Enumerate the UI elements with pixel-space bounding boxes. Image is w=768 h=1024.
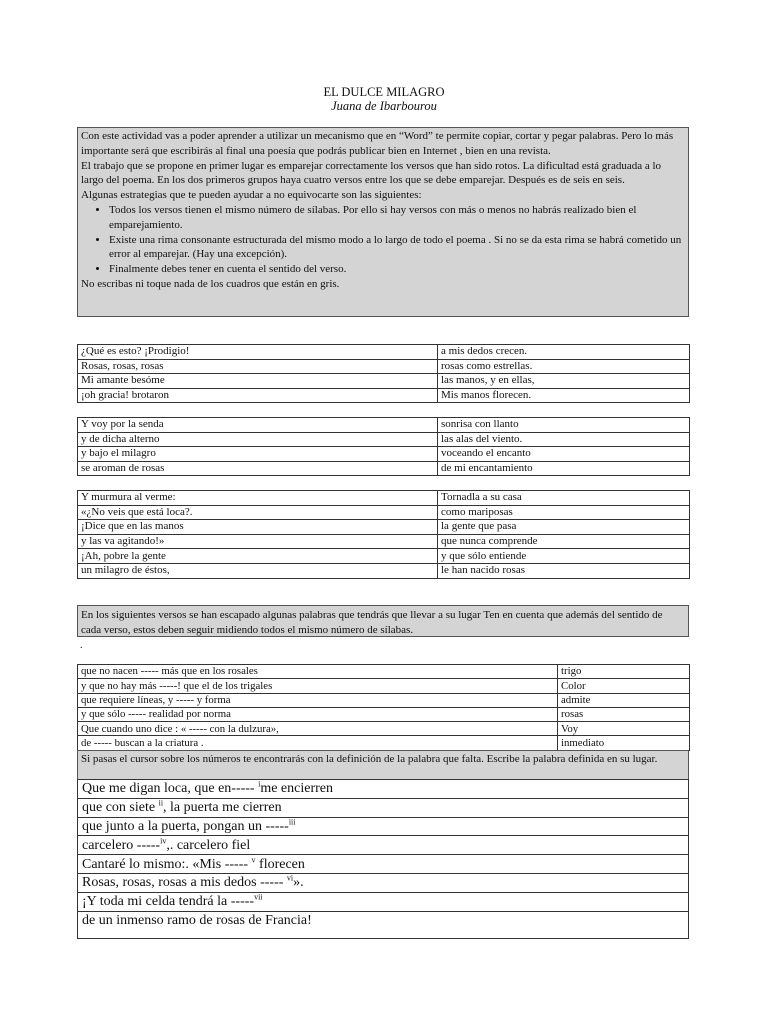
table-row bbox=[78, 359, 690, 374]
poem-line-text: Rosas, rosas, rosas a mis dedos ----- bbox=[82, 875, 287, 891]
verse-cell-left[interactable]: Rosas, rosas, rosas bbox=[78, 359, 438, 374]
verse-cell-right[interactable]: las alas del viento. bbox=[438, 432, 690, 447]
poem-line-text: que con siete bbox=[82, 800, 159, 816]
verse-cell-left[interactable]: ¡Dice que en las manos bbox=[78, 520, 438, 535]
verse-cell-left[interactable]: y de dicha alterno bbox=[78, 432, 438, 447]
verse-cell-left[interactable]: y bajo el milagro bbox=[78, 447, 438, 462]
verse-cell-left[interactable]: y que no hay más -----! que el de los trigales bbox=[78, 679, 558, 693]
verse-cell-right[interactable]: trigo bbox=[558, 665, 690, 679]
table-row bbox=[78, 345, 690, 360]
strategy-list bbox=[81, 203, 685, 277]
verse-cell-left[interactable]: de ----- buscan a la criatura . bbox=[78, 736, 558, 750]
poem-row bbox=[78, 798, 689, 817]
footnote-number[interactable]: vii bbox=[254, 892, 263, 902]
verse-cell-right[interactable]: como mariposas bbox=[438, 505, 690, 520]
strategy-item: • Existe una rima consonante estructurada del mismo modo a lo largo de todo el poema . Si no se da esta rima se habrá cometido un error al emparejar. (Hay una excepción). bbox=[109, 233, 685, 263]
verse-cell-right[interactable]: Voy bbox=[558, 722, 690, 736]
footnote-number[interactable]: i bbox=[258, 779, 261, 789]
poem-line-text: de un inmenso ramo de rosas de Francia! bbox=[82, 912, 312, 928]
footnote-number[interactable]: iv bbox=[160, 836, 167, 846]
verse-cell-left[interactable]: Y murmura al verme: bbox=[78, 491, 438, 506]
verse-cell-right[interactable]: las manos, y en ellas, bbox=[438, 374, 690, 389]
verse-cell-left[interactable]: Que cuando uno dice : « ----- con la dulzura», bbox=[78, 722, 558, 736]
poem-row bbox=[78, 911, 689, 938]
table-row bbox=[78, 432, 690, 447]
poem-row bbox=[78, 892, 689, 911]
poem-row bbox=[78, 780, 689, 799]
table-row bbox=[78, 534, 690, 549]
verse-cell-left[interactable]: y que sólo ----- realidad por norma bbox=[78, 707, 558, 721]
verse-cell-left[interactable]: Mi amante besóme bbox=[78, 374, 438, 389]
poem-line[interactable] bbox=[78, 892, 689, 911]
verse-cell-right[interactable]: inmediato bbox=[558, 736, 690, 750]
poem-line[interactable] bbox=[78, 798, 689, 817]
poem-title: EL DULCE MILAGRO bbox=[323, 85, 445, 99]
strategy-item: • Finalmente debes tener en cuenta el sentido del verso. bbox=[109, 262, 685, 277]
verse-cell-right[interactable]: Color bbox=[558, 679, 690, 693]
poem-line-text: florecen bbox=[255, 856, 305, 872]
table-row bbox=[78, 679, 690, 693]
verse-cell-right[interactable]: la gente que pasa bbox=[438, 520, 690, 535]
poem-line-text: que junto a la puerta, pongan un ----- bbox=[82, 818, 289, 834]
verse-cell-right[interactable]: Mis manos florecen. bbox=[438, 388, 690, 403]
poem-row bbox=[78, 817, 689, 836]
table-row bbox=[78, 388, 690, 403]
table-row bbox=[78, 722, 690, 736]
table-row bbox=[78, 491, 690, 506]
verse-cell-left[interactable]: ¡Ah, pobre la gente bbox=[78, 549, 438, 564]
poem-row bbox=[78, 836, 689, 855]
verse-cell-left[interactable]: «¿No veis que está loca?. bbox=[78, 505, 438, 520]
poem-line-text: ,. carcelero fiel bbox=[166, 837, 251, 853]
table-row bbox=[78, 665, 690, 679]
verse-pairs-group-3 bbox=[77, 490, 690, 579]
document-title bbox=[0, 85, 768, 113]
verse-cell-right[interactable]: y que sólo entiende bbox=[438, 549, 690, 564]
verse-cell-left[interactable]: que requiere líneas, y ----- y forma bbox=[78, 693, 558, 707]
verse-cell-right[interactable]: sonrisa con llanto bbox=[438, 418, 690, 433]
table-row bbox=[78, 563, 690, 578]
verse-cell-right[interactable]: a mis dedos crecen. bbox=[438, 345, 690, 360]
missing-words-text: En los siguientes versos se han escapado algunas palabras que tendrás que llevar a su lugar Ten en cuenta que además del sentido de cada verso, estos deben seguir midiendo todos el mismo número de sílabas. bbox=[81, 609, 663, 636]
table-row bbox=[78, 418, 690, 433]
verse-pairs-group-2 bbox=[77, 417, 690, 476]
table-row bbox=[78, 520, 690, 535]
verse-pairs-group-1 bbox=[77, 344, 690, 403]
poem-line-text: Que me digan loca, que en----- bbox=[82, 781, 259, 797]
intro-paragraph-1: Con este actividad vas a poder aprender a utilizar un mecanismo que en “Word” te permite copiar, cortar y pegar palabras. Pero lo más importante será que escribirás al final una poesía que podrás publicar bien en Internet , bien en una revista. bbox=[81, 130, 674, 157]
poem-table bbox=[77, 779, 689, 939]
footnote-number[interactable]: iii bbox=[288, 817, 296, 827]
hint-text: Si pasas el cursor sobre los números te encontrarás con la definición de la palabra que falta. Escribe la palabra definida en su lugar. bbox=[81, 753, 658, 765]
poem-row bbox=[78, 873, 689, 892]
verse-cell-left[interactable]: ¿Qué es esto? ¡Prodigio! bbox=[78, 345, 438, 360]
verse-cell-right[interactable]: voceando el encanto bbox=[438, 447, 690, 462]
poem-line-text: ». bbox=[293, 875, 304, 891]
strategy-item: • Todos los versos tienen el mismo número de sílabas. Por ello si hay versos con más o menos no habrás realizado bien el emparejamiento. bbox=[109, 203, 685, 233]
poem-line-text: me encierren bbox=[260, 781, 334, 797]
verse-cell-left[interactable]: ¡oh gracia! brotaron bbox=[78, 388, 438, 403]
poem-line-text: , la puerta me cierren bbox=[163, 800, 282, 816]
verse-cell-left[interactable]: que no nacen ----- más que en los rosales bbox=[78, 665, 558, 679]
poem-author: Juana de Ibarbourou bbox=[331, 99, 437, 113]
verse-cell-left[interactable]: un milagro de éstos, bbox=[78, 563, 438, 578]
missing-words-table bbox=[77, 664, 690, 751]
footnote-number[interactable]: v bbox=[251, 854, 256, 864]
table-row bbox=[78, 461, 690, 476]
poem-line[interactable] bbox=[78, 873, 689, 892]
poem-line[interactable] bbox=[78, 855, 689, 874]
table-row bbox=[78, 505, 690, 520]
table-row bbox=[78, 736, 690, 750]
verse-cell-right[interactable]: admite bbox=[558, 693, 690, 707]
verse-cell-left[interactable]: y las va agitando!» bbox=[78, 534, 438, 549]
footnote-number[interactable]: ii bbox=[158, 798, 164, 808]
poem-line-text: carcelero ----- bbox=[82, 837, 161, 853]
table-row bbox=[78, 693, 690, 707]
table-row bbox=[78, 374, 690, 389]
poem-line[interactable] bbox=[78, 817, 689, 836]
intro-paragraph-2: El trabajo que se propone en primer lugar es emparejar correctamente los versos que han sido rotos. La dificultad está graduada a lo largo del poema. En los dos primeros grupos haya cuatro versos entre los que se debe emparejar. Después es de seis en seis. bbox=[81, 159, 662, 187]
poem-line-text: ¡Y toda mi celda tendrá la ----- bbox=[82, 894, 255, 910]
intro-paragraph-3: Algunas estrategias que te pueden ayudar a no equivocarte son las siguientes: bbox=[81, 189, 422, 202]
table-row bbox=[78, 549, 690, 564]
poem-line[interactable] bbox=[78, 911, 689, 938]
verse-cell-right[interactable]: de mi encantamiento bbox=[438, 461, 690, 476]
poem-line[interactable] bbox=[78, 780, 689, 799]
table-row bbox=[78, 707, 690, 721]
instructions-box bbox=[77, 127, 689, 317]
table-row bbox=[78, 447, 690, 462]
verse-cell-right[interactable]: que nunca comprende bbox=[438, 534, 690, 549]
intro-paragraph-4: No escribas ni toque nada de los cuadros que están en gris. bbox=[81, 277, 340, 290]
poem-line[interactable] bbox=[78, 836, 689, 855]
verse-cell-left[interactable]: se aroman de rosas bbox=[78, 461, 438, 476]
verse-cell-right[interactable]: Tornadla a su casa bbox=[438, 491, 690, 506]
hint-box bbox=[77, 750, 689, 780]
verse-cell-left[interactable]: Y voy por la senda bbox=[78, 418, 438, 433]
footnote-number[interactable]: vi bbox=[286, 873, 294, 883]
poem-line-text: Cantaré lo mismo:. «Mis ----- bbox=[82, 856, 252, 872]
verse-cell-right[interactable]: rosas como estrellas. bbox=[438, 359, 690, 374]
poem-row bbox=[78, 855, 689, 874]
verse-cell-right[interactable]: le han nacido rosas bbox=[438, 563, 690, 578]
stray-dot: . bbox=[80, 640, 83, 651]
verse-cell-right[interactable]: rosas bbox=[558, 707, 690, 721]
missing-words-instructions bbox=[77, 605, 689, 637]
